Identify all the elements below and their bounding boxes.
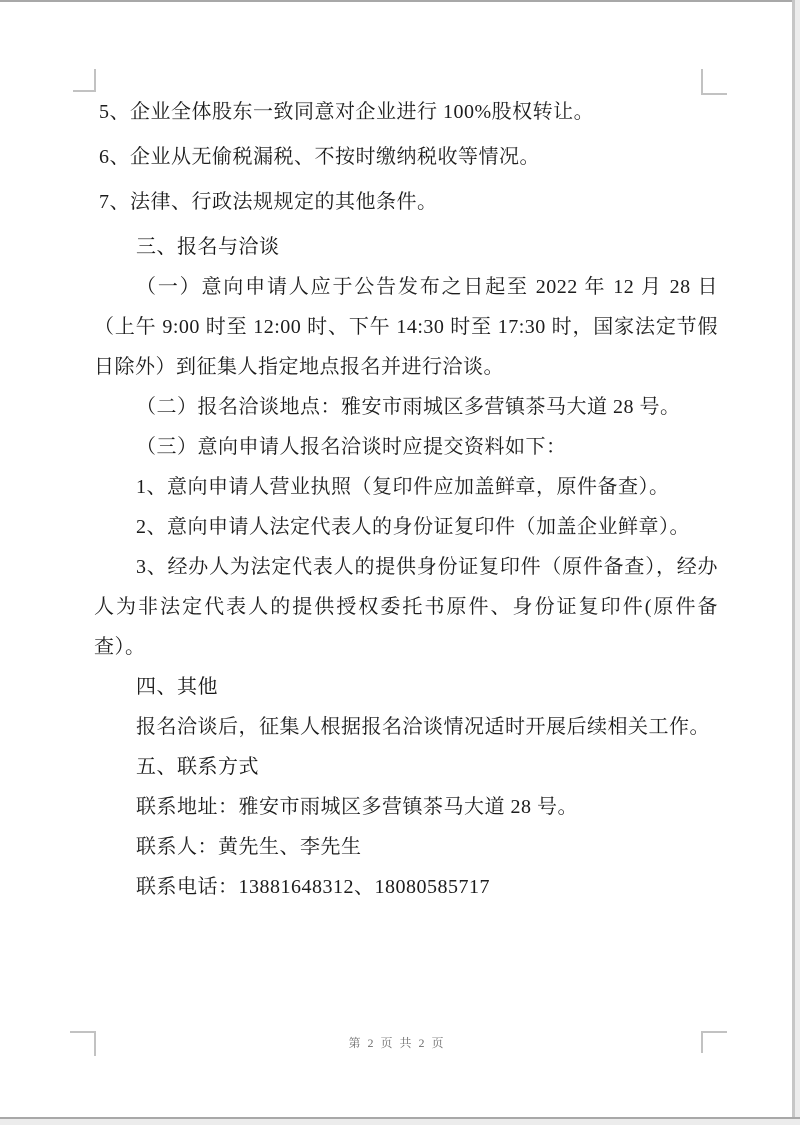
paragraph-sec4: 报名洽谈后，征集人根据报名洽谈情况适时开展后续相关工作。 [136, 716, 710, 738]
page-right-edge [792, 0, 800, 1125]
paragraph-material-3: 3、经办人为法定代表人的提供身份证复印件（原件备查），经办人为非法定代表人的提供授权委托书原件、身份证复印件(原件备查）。 [94, 556, 718, 658]
section-heading-5: 五、联系方式 [136, 756, 259, 778]
paragraph-material-2: 2、意向申请人法定代表人的身份证复印件（加盖企业鲜章）。 [136, 516, 690, 538]
paragraph-sec3-item1: （一）意向申请人应于公告发布之日起至 2022 年 12 月 28 日（上午 9:00 时至 12:00 时、下午 14:30 时至 17:30 时，国家法定节假日除外）到征集人指定地点报名并进行洽谈。 [94, 276, 718, 378]
section-heading-3: 三、报名与洽谈 [136, 236, 280, 258]
list-item-7: 7、法律、行政法规规定的其他条件。 [99, 191, 438, 213]
margin-crop-mark-top-left [73, 69, 96, 92]
paragraph-sec3-item2: （二）报名洽谈地点：雅安市雨城区多营镇茶马大道 28 号。 [136, 396, 681, 418]
footer-page-number: 第 2 页 共 2 页 [348, 1036, 446, 1050]
paragraph-material-1: 1、意向申请人营业执照（复印件应加盖鲜章，原件备查）。 [136, 476, 670, 498]
document-body [94, 92, 718, 907]
paragraph-contact-person: 联系人：黄先生、李先生 [136, 836, 362, 858]
page-bottom-edge [0, 1117, 800, 1125]
page-top-edge [0, 0, 800, 2]
paragraph-contact-address: 联系地址：雅安市雨城区多营镇茶马大道 28 号。 [136, 796, 578, 818]
paragraph-sec3-item3: （三）意向申请人报名洽谈时应提交资料如下： [136, 436, 567, 458]
section-heading-4: 四、其他 [136, 676, 218, 698]
paragraph-contact-phone: 联系电话：13881648312、18080585717 [136, 876, 490, 898]
list-item-6: 6、企业从无偷税漏税、不按时缴纳税收等情况。 [99, 146, 540, 168]
list-item-5: 5、企业全体股东一致同意对企业进行 100%股权转让。 [99, 101, 595, 123]
